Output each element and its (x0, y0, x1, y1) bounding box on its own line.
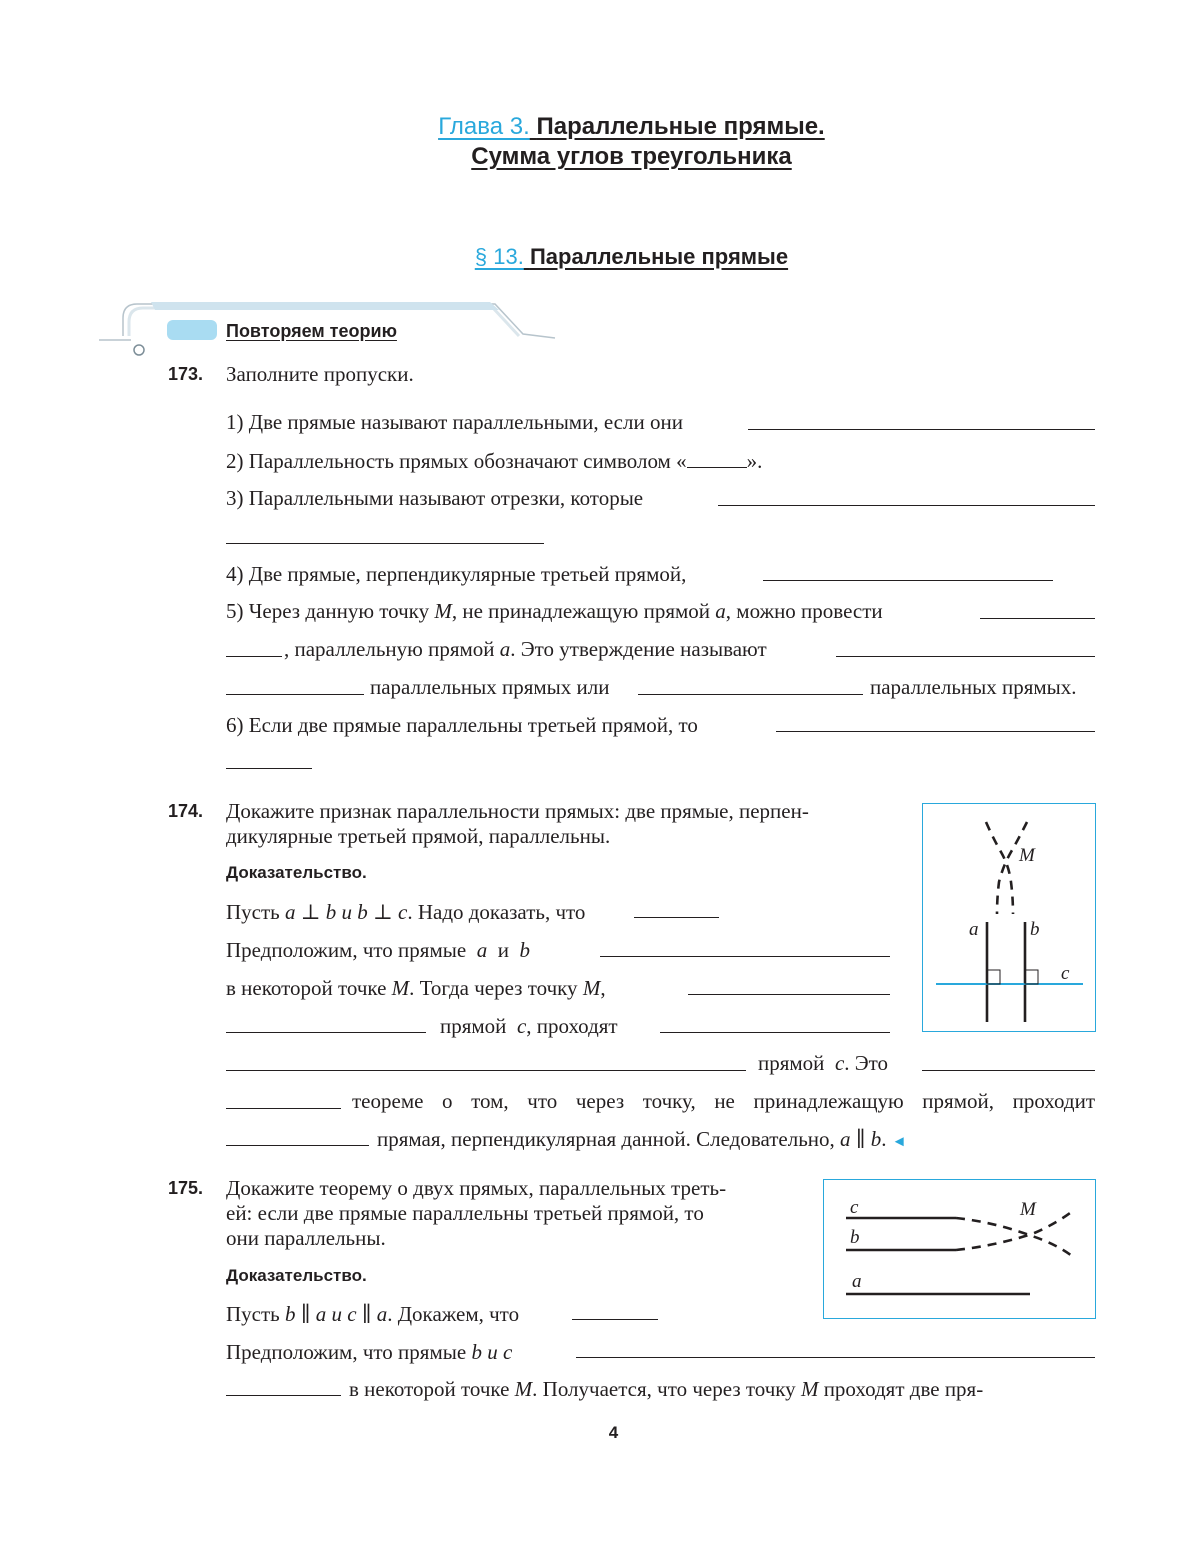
figure-174-label-M: M (1019, 845, 1035, 866)
exercise-174-proof-line4: прямой c, проходят (440, 1014, 618, 1038)
section-title-text: Параллельные прямые (529, 244, 789, 269)
exercise-175-proof-line2: Предположим, что прямые b и c (226, 1340, 513, 1364)
blank-line[interactable] (226, 543, 544, 544)
exercise-173-item2: 2) Параллельность прямых обозначают символом « ». (226, 449, 763, 473)
blank-line[interactable] (688, 994, 890, 995)
blank-line[interactable] (776, 731, 1095, 732)
exercise-174-proof-label: Доказательство. (226, 863, 367, 882)
blank-line[interactable] (226, 694, 364, 695)
blank-line[interactable] (226, 768, 312, 769)
figure-175-drawing (824, 1180, 1095, 1318)
chapter-title-line1: Параллельные прямые. (536, 113, 825, 140)
exercise-175-task-line2: ей: если две прямые параллельны третьей прямой, то (226, 1201, 704, 1225)
exercise-174-proof-line1: Пусть a ⊥ b и b ⊥ c. Надо доказать, что (226, 900, 586, 924)
figure-174 (922, 803, 1096, 1032)
exercise-173-task: Заполните пропуски. (226, 362, 414, 386)
figure-174-label-a: a (969, 919, 979, 940)
blank-line[interactable] (600, 956, 890, 957)
exercise-173-item6: 6) Если две прямые параллельны третьей прямой, то (226, 713, 698, 737)
exercise-174-task-line1: Докажите признак параллельности прямых: две прямые, перпен- (226, 799, 809, 823)
blank-line[interactable] (763, 580, 1053, 581)
exercise-173-item4: 4) Две прямые, перпендикулярные третьей прямой, (226, 562, 687, 586)
exercise-175-task-line1: Докажите теорему о двух прямых, параллельных треть- (226, 1176, 727, 1200)
exercise-175-task-line3: они параллельны. (226, 1226, 386, 1250)
blank-line[interactable] (922, 1070, 1095, 1071)
exercise-174-proof-line6: теореме о том, что через точку, не принадлежащую прямой, проходит (352, 1089, 1095, 1113)
section-title (0, 242, 1200, 272)
blank-line[interactable] (718, 505, 1095, 506)
figure-175-label-M: M (1020, 1199, 1036, 1220)
exercise-175-number: 175. (168, 1178, 204, 1198)
figure-174-label-c: c (1061, 963, 1070, 984)
end-of-proof-marker: ◄ (891, 1134, 907, 1150)
blank-line[interactable] (638, 694, 863, 695)
blank-line[interactable] (572, 1319, 658, 1320)
exercise-174-number: 174. (168, 801, 204, 821)
figure-175-label-b: b (850, 1227, 860, 1248)
chapter-subtitle: Сумма углов треугольника (471, 143, 792, 170)
blank-line[interactable] (226, 1145, 369, 1146)
blank-line[interactable] (226, 1108, 341, 1109)
right-angle-mark (1025, 970, 1038, 984)
exercise-175-proof-line3: в некоторой точке M. Получается, что через точку M проходят две пря- (349, 1377, 984, 1401)
blank-line[interactable] (748, 429, 1095, 430)
blank-line[interactable] (576, 1357, 1095, 1358)
exercise-173-item1: 1) Две прямые называют параллельными, если они (226, 410, 683, 434)
exercise-174-task-line2: дикулярные третьей прямой, параллельны. (226, 824, 611, 848)
chapter-label: Глава 3. (438, 113, 530, 140)
exercise-173-item5: 5) Через данную точку M, не принадлежащую прямой a, можно провести (226, 599, 883, 623)
figure-175-label-a: a (852, 1271, 862, 1292)
exercise-173-item5-line3-end: параллельных прямых. (870, 675, 1077, 699)
exercise-173-item5-line2: , параллельную прямой a. Это утверждение называют (284, 637, 767, 661)
chapter-title (0, 112, 1200, 142)
exercise-174-proof-line2: Предположим, что прямые a и b (226, 938, 530, 962)
figure-174-label-b: b (1030, 919, 1040, 940)
exercise-174-proof-line7: прямая, перпендикулярная данной. Следовательно, a ∥ b. ◄ (377, 1127, 907, 1151)
figure-175-label-c: c (850, 1197, 859, 1218)
blank-line[interactable] (836, 656, 1095, 657)
blank-line[interactable] (687, 453, 747, 468)
page-number: 4 (608, 1423, 619, 1442)
figure-174-drawing (923, 804, 1095, 1031)
theory-banner-label: Повторяем теорию (226, 321, 397, 341)
blank-line[interactable] (226, 1032, 426, 1033)
exercise-173-item3: 3) Параллельными называют отрезки, которые (226, 486, 644, 510)
figure-175 (823, 1179, 1096, 1319)
blank-line[interactable] (660, 1032, 890, 1033)
blank-line[interactable] (226, 656, 282, 657)
blank-line[interactable] (226, 1070, 746, 1071)
exercise-174-proof-line3: в некоторой точке M. Тогда через точку M, (226, 976, 606, 1000)
exercise-174-proof-line5: прямой c. Это (758, 1051, 889, 1075)
exercise-173-item5-line3-mid: параллельных прямых или (370, 675, 610, 699)
section-label: § 13. (474, 244, 524, 269)
exercise-175-proof-line1: Пусть b ∥ a и c ∥ a. Докажем, что (226, 1302, 520, 1326)
blank-line[interactable] (980, 618, 1095, 619)
right-angle-mark (987, 970, 1000, 984)
blank-line[interactable] (226, 1395, 341, 1396)
exercise-173-number: 173. (168, 364, 204, 384)
exercise-175-proof-label: Доказательство. (226, 1266, 367, 1285)
blank-line[interactable] (634, 917, 719, 918)
